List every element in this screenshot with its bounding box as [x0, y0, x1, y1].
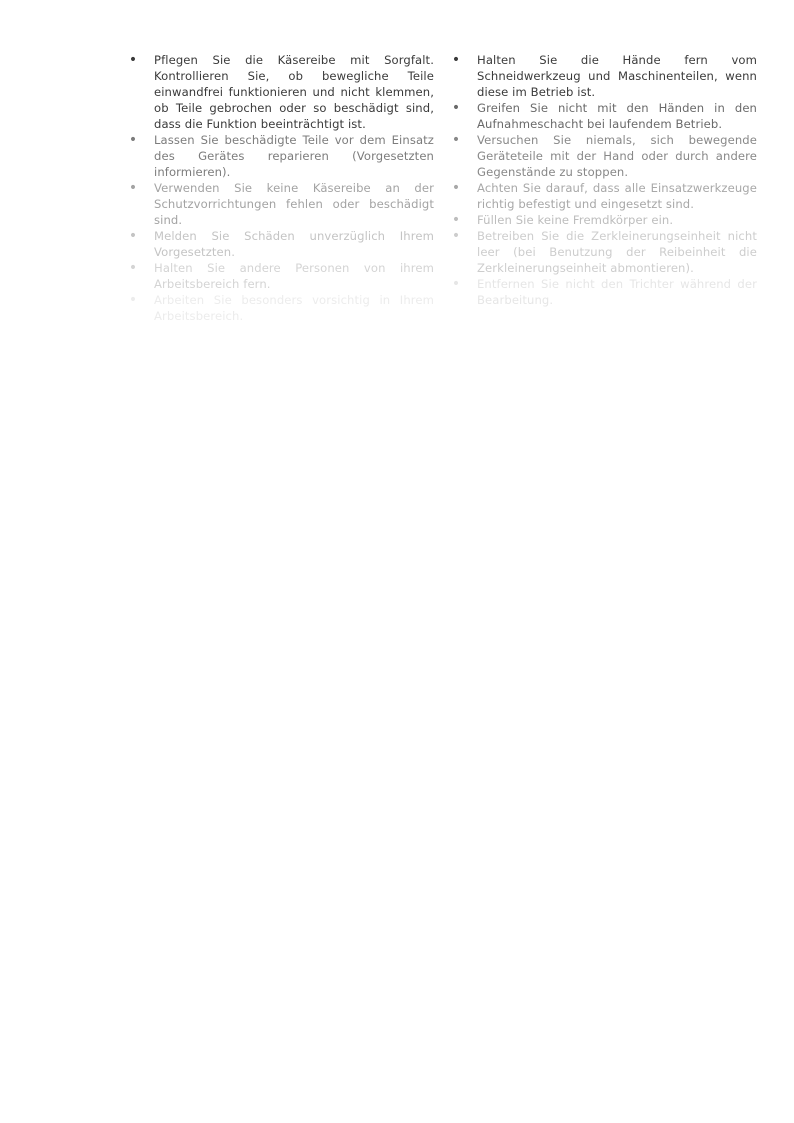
list-item [451, 228, 757, 276]
list-item [128, 228, 434, 260]
list-item-text: Greifen Sie nicht mit den Händen in den Aufnahmeschacht bei laufendem Betrieb. [477, 101, 757, 131]
bullet-icon: • [451, 132, 461, 148]
bullet-icon: • [451, 228, 461, 244]
bullet-icon: • [128, 180, 138, 196]
list-item [451, 52, 757, 100]
list-item [128, 260, 434, 292]
list-item-text: Entfernen Sie nicht den Trichter während der Bearbeitung. [477, 277, 757, 307]
list-item [128, 52, 434, 132]
list-item [451, 212, 757, 228]
list-item-text: Achten Sie darauf, dass alle Einsatzwerkzeuge richtig befestigt und eingesetzt sind. [477, 181, 757, 211]
list-item-text: Halten Sie andere Personen von ihrem Arbeitsbereich fern. [154, 261, 434, 291]
list-item [128, 180, 434, 228]
bullet-icon: • [128, 228, 138, 244]
list-item [451, 132, 757, 180]
bullet-icon: • [451, 180, 461, 196]
list-item-text: Versuchen Sie niemals, sich bewegende Geräteteile mit der Hand oder durch andere Gegenstände zu stoppen. [477, 133, 757, 179]
list-item-text: Füllen Sie keine Fremdkörper ein. [477, 213, 674, 227]
list-item-text: Betreiben Sie die Zerkleinerungseinheit nicht leer (bei Benutzung der Reibeinheit die Zerkleinerungseinheit abmontieren). [477, 229, 757, 275]
list-item [128, 132, 434, 180]
bullet-icon: • [451, 100, 461, 116]
safety-instructions-right-column [451, 52, 757, 308]
list-item-text: Halten Sie die Hände fern vom Schneidwerkzeug und Maschinenteilen, wenn diese im Betrieb ist. [477, 53, 757, 99]
list-item-text: Arbeiten Sie besonders vorsichtig in Ihrem Arbeitsbereich. [154, 293, 434, 323]
bullet-icon: • [451, 212, 461, 228]
list-item [128, 292, 434, 324]
bullet-icon: • [128, 292, 138, 308]
safety-instructions-left-column [128, 52, 434, 324]
bullet-icon: • [128, 52, 138, 68]
list-item-text: Melden Sie Schäden unverzüglich Ihrem Vorgesetzten. [154, 229, 434, 259]
list-item-text: Lassen Sie beschädigte Teile vor dem Einsatz des Gerätes reparieren (Vorgesetzten informieren). [154, 133, 434, 179]
bullet-icon: • [451, 276, 461, 292]
list-item [451, 180, 757, 212]
list-item-text: Verwenden Sie keine Käsereibe an der Schutzvorrichtungen fehlen oder beschädigt sind. [154, 181, 434, 227]
bullet-icon: • [128, 132, 138, 148]
list-item [451, 100, 757, 132]
list-item-text: Pflegen Sie die Käsereibe mit Sorgfalt. Kontrollieren Sie, ob bewegliche Teile einwandfrei funktionieren und nicht klemmen, ob Teile gebrochen oder so beschädigt sind, dass die Funktion beeinträchtigt ist. [154, 53, 434, 131]
list-item [451, 276, 757, 308]
bullet-icon: • [451, 52, 461, 68]
bullet-icon: • [128, 260, 138, 276]
